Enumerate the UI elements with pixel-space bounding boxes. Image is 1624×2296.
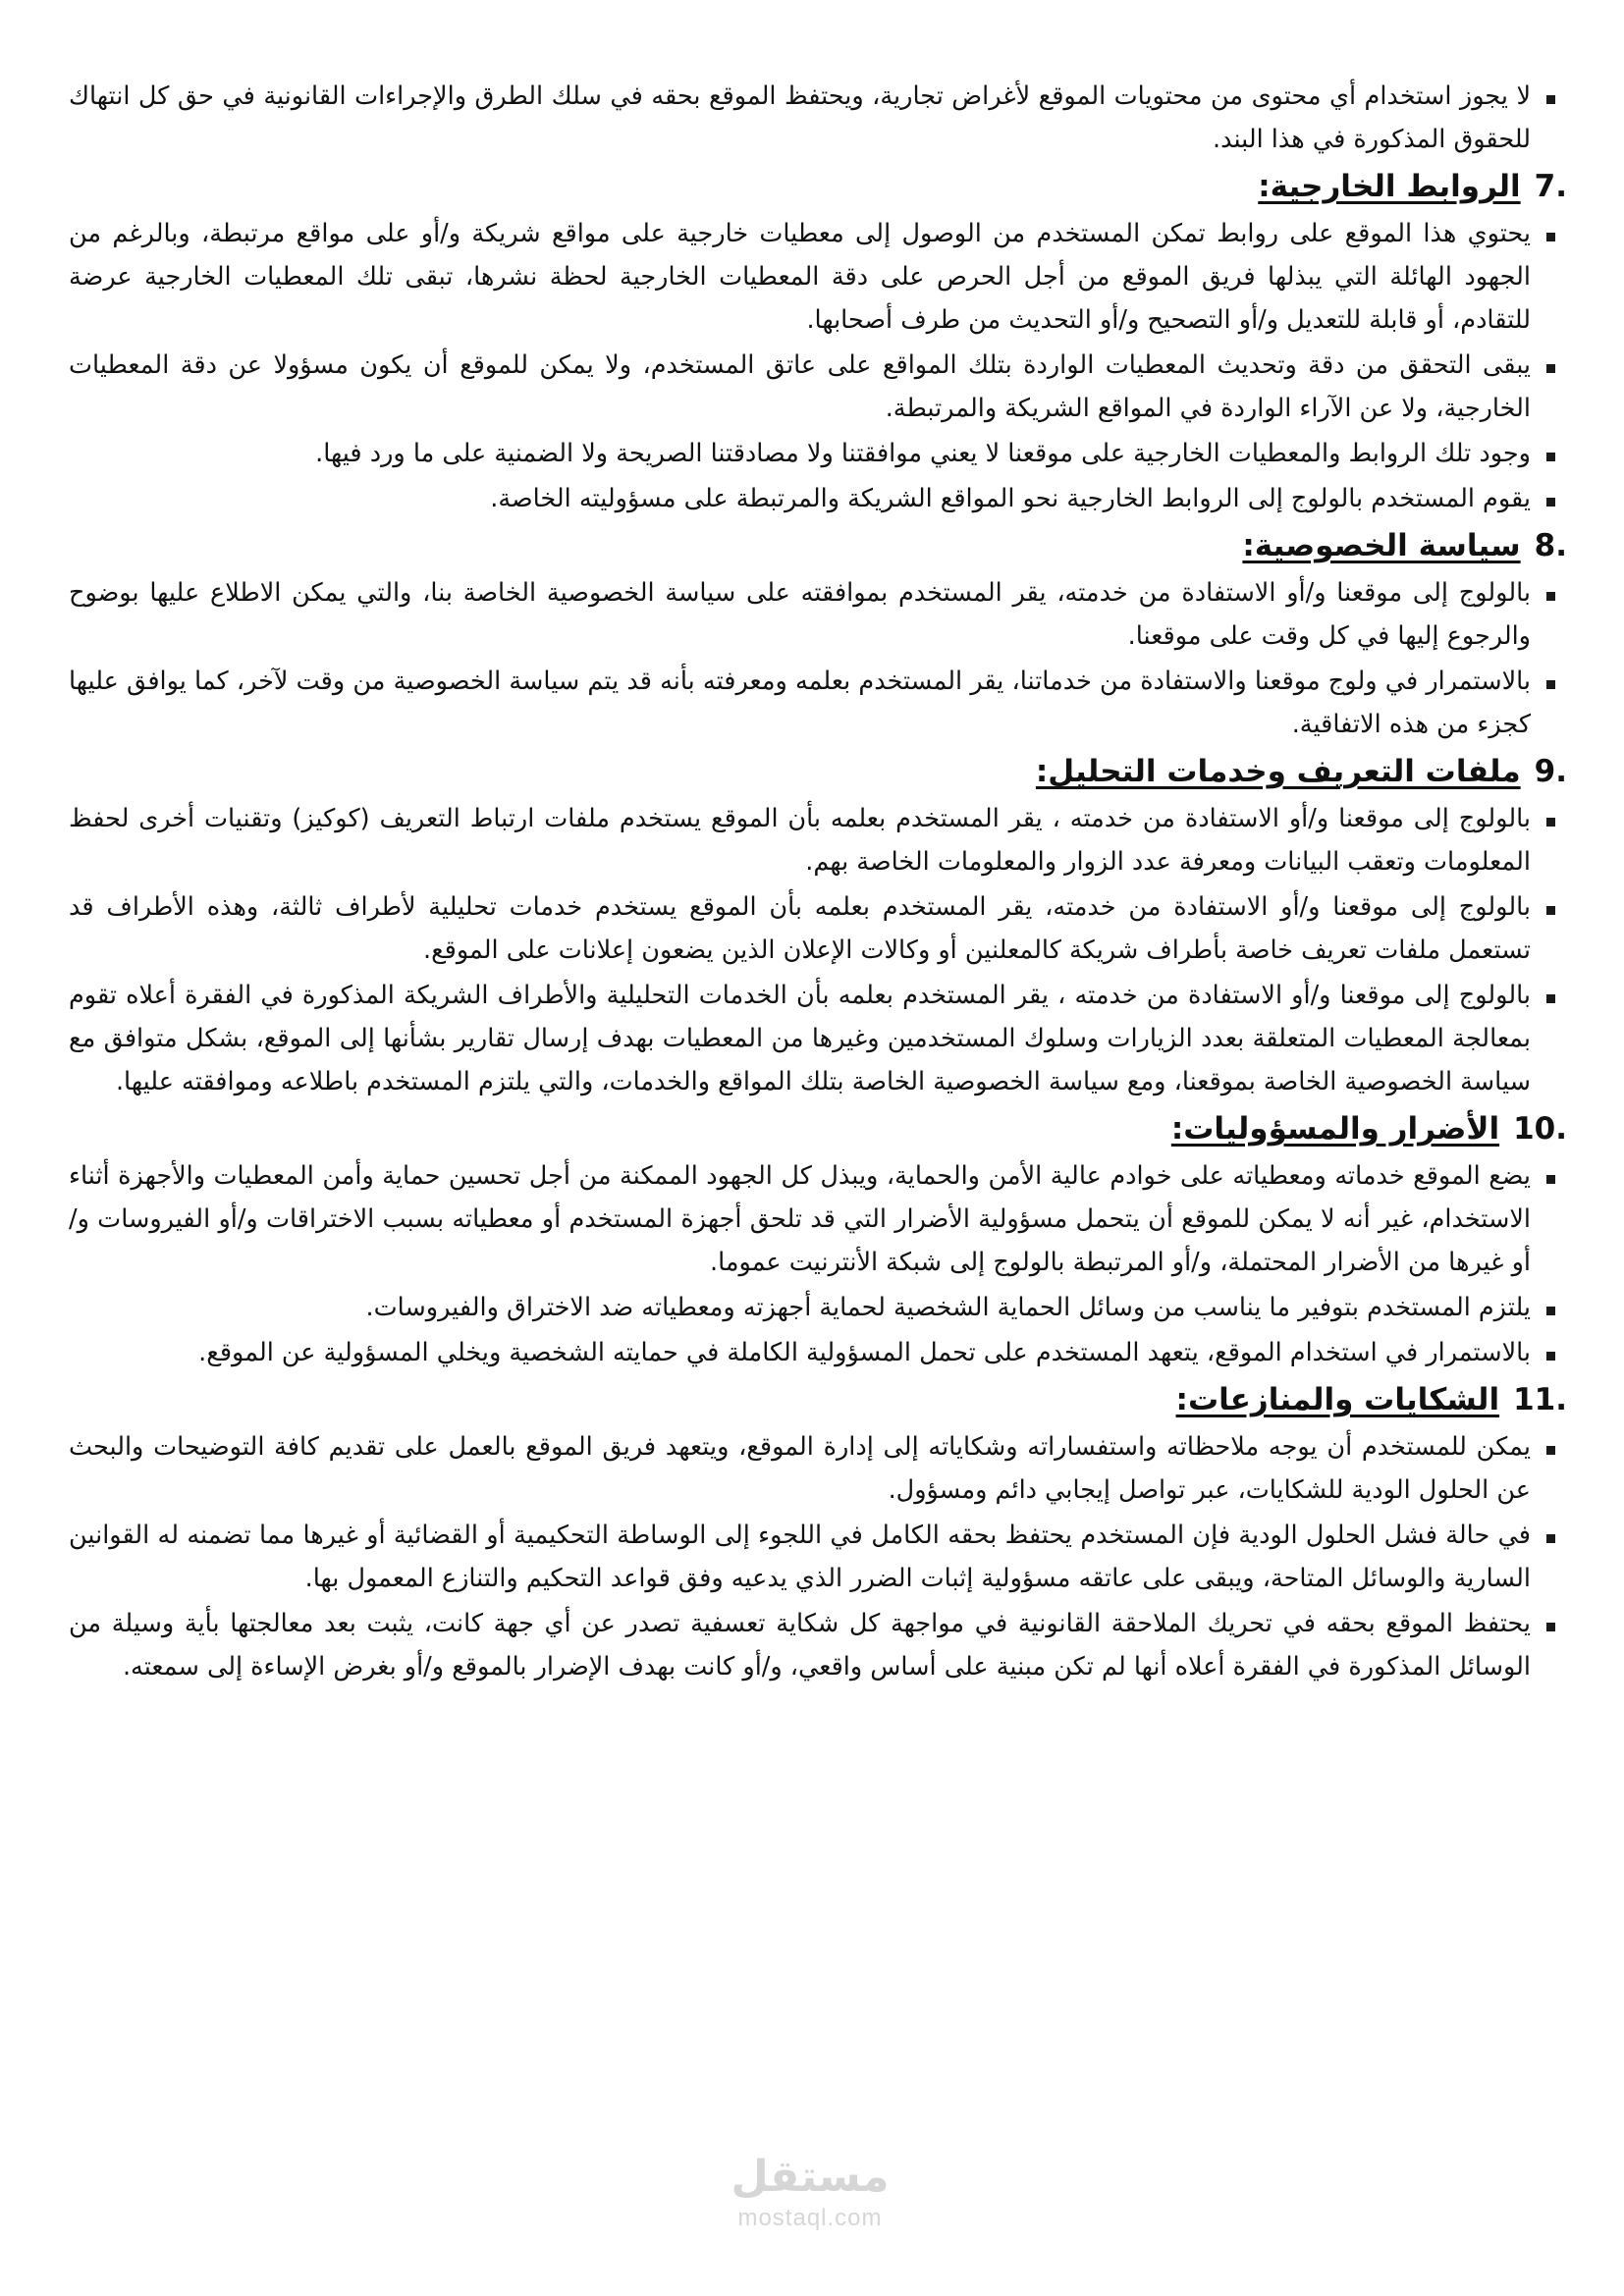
list-item: [69, 432, 1555, 475]
mostaql-watermark: [692, 2150, 928, 2258]
list-item: [69, 1425, 1555, 1512]
list-item: [69, 75, 1555, 161]
list-item: [69, 1602, 1555, 1688]
paragraph: بالاستمرار في استخدام الموقع، يتعهد المستخدم على تحمل المسؤولية الكاملة في حمايته الشخصية ويخلي المسؤولية عن الموقع.: [198, 1338, 1531, 1367]
square-bullet-icon: [1546, 1175, 1555, 1184]
list-item: [69, 212, 1555, 342]
section-number: 8.: [1534, 528, 1567, 563]
paragraph: يضع الموقع خدماته ومعطياته على خوادم عالية الأمن والحماية، ويبذل كل الجهود الممكنة من أجل تحسين حماية وأمن المعطيات والأجهزة أثناء الاستخدام، غير أنه لا يمكن للموقع أن يتحمل مسؤولية الأضرار التي قد تلحق أجهزة المستخدم أو معطياته بسبب الاختراقات و/أو الفيروسات و/أو غيرها من الأضرار المحتملة، و/أو المرتبطة بالولوج إلى شبكة الأنترنيت عموما.: [69, 1161, 1531, 1277]
paragraph: بالولوج إلى موقعنا و/أو الاستفادة من خدمته ، يقر المستخدم بعلمه بأن الخدمات التحليلية والأطراف الشريكة المذكورة في الفقرة أعلاه تقوم بمعالجة المعطيات المتعلقة بعدد الزيارات وسلوك المستخدمين وغيرها من المعطيات بهدف إرسال تقارير بشأنها إلى الموقع، بشكل متوافق مع سياسة الخصوصية الخاصة بموقعنا، ومع سياسة الخصوصية الخاصة بتلك المواقع والخدمات، والتي يلتزم المستخدم باطلاعه وموافقته عليها.: [69, 981, 1531, 1096]
square-bullet-icon: [1546, 364, 1555, 373]
paragraph: يقوم المستخدم بالولوج إلى الروابط الخارجية نحو المواقع الشريكة والمرتبطة على مسؤوليته الخاصة.: [490, 484, 1531, 513]
section-number: 9.: [1534, 754, 1567, 789]
list-item: [69, 344, 1555, 430]
section-heading-cookies-analytics: [69, 750, 1567, 793]
paragraph: يحتوي هذا الموقع على روابط تمكن المستخدم من الوصول إلى معطيات خارجية على مواقع شريكة و/أو على مواقع مرتبطة، وبالرغم من الجهود الهائلة التي يبذلها فريق الموقع من أجل الحرص على دقة المعطيات الخارجية لحظة نشرها، تبقى تلك المعطيات الخارجية عرضة للتقادم، أو قابلة للتعديل و/أو التصحيح و/أو التحديث من طرف أصحابها.: [69, 219, 1531, 335]
section-number: 11.: [1513, 1382, 1567, 1417]
list-item: [69, 1286, 1555, 1329]
square-bullet-icon: [1546, 818, 1555, 827]
list-item: [69, 571, 1555, 658]
square-bullet-icon: [1546, 1307, 1555, 1315]
paragraph: يمكن للمستخدم أن يوجه ملاحظاته واستفساراته وشكاياته إلى إدارة الموقع، ويتعهد فريق الموقع بالعمل على تقديم كافة التوضيحات والبحث عن الحلول الودية للشكايات، عبر تواصل إيجابي دائم ومسؤول.: [69, 1432, 1531, 1505]
paragraph: يبقى التحقق من دقة وتحديث المعطيات الواردة بتلك المواقع على عاتق المستخدم، ولا يمكن للموقع أن يكون مسؤولا عن دقة المعطيات الخارجية، ولا عن الآراء الواردة في المواقع الشريكة والمرتبطة.: [69, 350, 1531, 423]
list-item: [69, 1514, 1555, 1600]
square-bullet-icon: [1546, 95, 1555, 104]
square-bullet-icon: [1546, 592, 1555, 601]
list-item: [69, 797, 1555, 883]
paragraph: لا يجوز استخدام أي محتوى من محتويات الموقع لأغراض تجارية، ويحتفظ الموقع بحقه في سلك الطرق والإجراءات القانونية في حق كل انتهاك للحقوق المذكورة في هذا البند.: [69, 81, 1531, 154]
square-bullet-icon: [1546, 680, 1555, 689]
paragraph: يلتزم المستخدم بتوفير ما يناسب من وسائل الحماية الشخصية لحماية أجهزته ومعطياته ضد الاختراق والفيروسات.: [365, 1293, 1531, 1322]
square-bullet-icon: [1546, 498, 1555, 507]
section-title: الشكايات والمنازعات:: [1175, 1382, 1500, 1417]
section-title: ملفات التعريف وخدمات التحليل:: [1035, 754, 1521, 789]
square-bullet-icon: [1546, 906, 1555, 915]
square-bullet-icon: [1546, 1534, 1555, 1543]
section-title: سياسة الخصوصية:: [1242, 528, 1521, 563]
square-bullet-icon: [1546, 994, 1555, 1003]
paragraph: بالولوج إلى موقعنا و/أو الاستفادة من خدمته ، يقر المستخدم بعلمه بأن الموقع يستخدم ملفات ارتباط التعريف (كوكيز) وتقنيات أخرى لحفظ المعلومات وتعقب البيانات ومعرفة عدد الزوار والمعلومات الخاصة بهم.: [69, 804, 1531, 877]
section-number: 10.: [1513, 1111, 1567, 1147]
square-bullet-icon: [1546, 1623, 1555, 1631]
section-number: 7.: [1534, 169, 1567, 204]
section-heading-complaints-disputes: [69, 1378, 1567, 1421]
paragraph: في حالة فشل الحلول الودية فإن المستخدم يحتفظ بحقه الكامل في اللجوء إلى الوساطة التحكيمية أو القضائية أو غيرها مما تضمنه له القوانين السارية والوسائل المتاحة، ويبقى على عاتقه مسؤولية إثبات الضرر الذي يدعيه وفق قواعد التحكيم والتنازع المعمول بها.: [69, 1521, 1531, 1593]
paragraph: بالولوج إلى موقعنا و/أو الاستفادة من خدمته، يقر المستخدم بعلمه بأن الموقع يستخدم خدمات تحليلية لأطراف ثالثة، وهذه الأطراف قد تستعمل ملفات تعريف خاصة بأطراف شريكة كالمعلنين أو وكالات الإعلان الذين يضعون إعلانات على الموقع.: [69, 892, 1531, 965]
list-item: [69, 1154, 1555, 1284]
section-heading-privacy-policy: [69, 524, 1567, 567]
watermark-site: mostaql.com: [737, 2205, 883, 2231]
section-title: الأضرار والمسؤوليات:: [1170, 1111, 1500, 1147]
watermark-logo: مستقل: [731, 2152, 890, 2202]
list-item: [69, 885, 1555, 972]
paragraph: بالاستمرار في ولوج موقعنا والاستفادة من خدماتنا، يقر المستخدم بعلمه ومعرفته بأنه قد يتم سياسة الخصوصية من وقت لآخر، كما يوافق عليها كجزء من هذه الاتفاقية.: [69, 667, 1531, 739]
section-heading-external-links: [69, 165, 1567, 208]
list-item: [69, 477, 1555, 520]
list-item: [69, 974, 1555, 1103]
paragraph: وجود تلك الروابط والمعطيات الخارجية على موقعنا لا يعني موافقتنا ولا مصادقتنا الصريحة ولا الضمنية على ما ورد فيها.: [315, 439, 1531, 468]
square-bullet-icon: [1546, 233, 1555, 241]
section-title: الروابط الخارجية:: [1258, 169, 1521, 204]
paragraph: بالولوج إلى موقعنا و/أو الاستفادة من خدمته، يقر المستخدم بموافقته على سياسة الخصوصية الخاصة بنا، والتي يمكن الاطلاع عليها بوضوح والرجوع إليها في كل وقت على موقعنا.: [69, 578, 1531, 651]
square-bullet-icon: [1546, 1352, 1555, 1361]
square-bullet-icon: [1546, 1446, 1555, 1455]
list-item: [69, 660, 1555, 746]
list-item: [69, 1331, 1555, 1374]
section-heading-damages-liability: [69, 1107, 1567, 1150]
paragraph: يحتفظ الموقع بحقه في تحريك الملاحقة القانونية في مواجهة كل شكاية تعسفية تصدر عن أي جهة كانت، يثبت بعد معالجتها بأية وسيلة من الوسائل المذكورة في الفقرة أعلاه أنها لم تكن مبنية على أساس واقعي، و/أو كانت بهدف الإضرار بالموقع و/أو بغرض الإساءة إلى سمعته.: [69, 1609, 1531, 1682]
square-bullet-icon: [1546, 453, 1555, 461]
